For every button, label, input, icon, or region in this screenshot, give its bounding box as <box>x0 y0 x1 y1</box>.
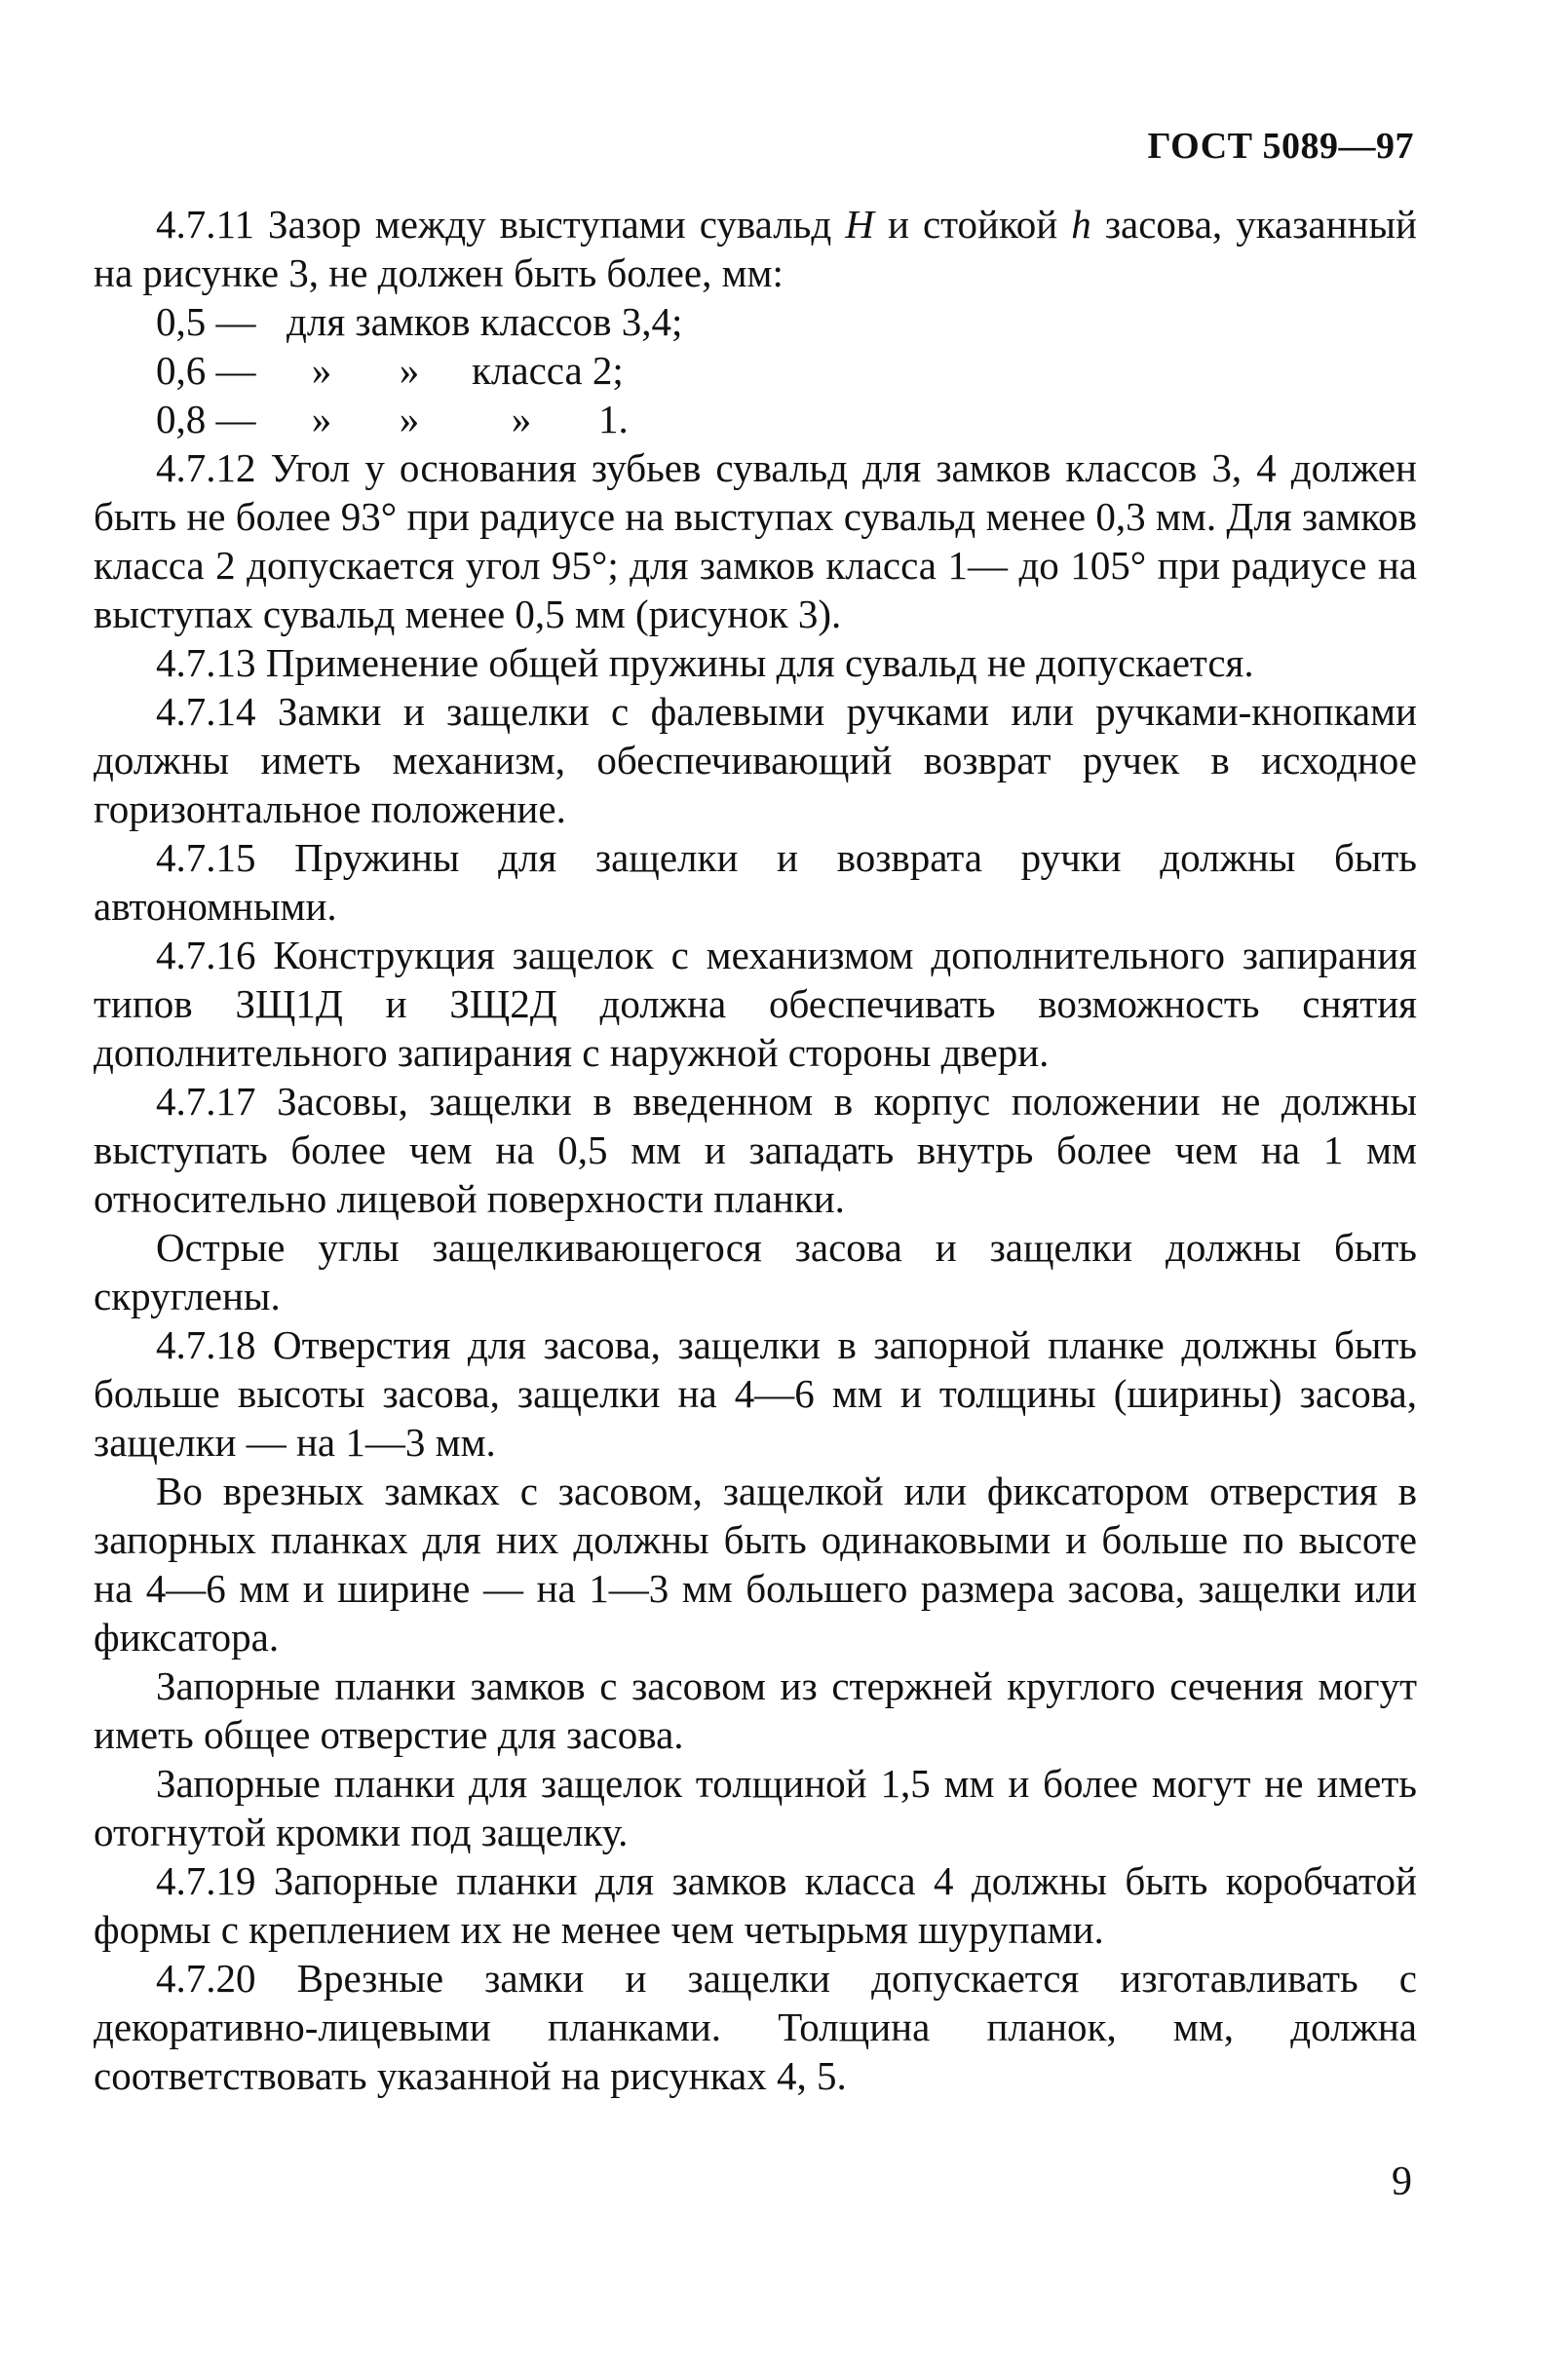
document-body <box>94 200 1417 2100</box>
clause-4-7-18-round-bolts: Запорные планки замков с засовом из стержней круглого сечения могут иметь общее отверстие для засова. <box>94 1663 1417 1757</box>
clause-4-7-16: 4.7.16 Конструкция защелок с механизмом дополнительного запирания типов ЗЩ1Д и ЗЩ2Д должна обеспечивать возможность снятия дополнительного запирания с наружной стороны двери. <box>94 933 1417 1075</box>
clause-4-7-18: 4.7.18 Отверстия для засова, защелки в запорной планке должны быть больше высоты засова, защелки на 4—6 мм и толщины (ширины) засова, защелки — на 1—3 мм. <box>94 1322 1417 1465</box>
clause-4-7-13: 4.7.13 Применение общей пружины для сувальд не допускается. <box>156 640 1254 685</box>
page-number: 9 <box>1392 2159 1412 2204</box>
clause-4-7-15: 4.7.15 Пружины для защелки и возврата ручки должны быть автономными. <box>94 835 1417 929</box>
clause-4-7-12: 4.7.12 Угол у основания зубьев сувальд для замков классов 3, 4 должен быть не более 93° при радиусе на выступах сувальд менее 0,3 мм. Для замков класса 2 допускается угол 95°; для замков класса 1— до 105° при радиусе на выступах сувальд менее 0,5 мм (рисунок 3). <box>94 445 1417 636</box>
clause-4-7-20: 4.7.20 Врезные замки и защелки допускается изготавливать с декоративно-лицевыми планками. Толщина планок, мм, должна соответствовать указанной на рисунках 4, 5. <box>94 1956 1417 2098</box>
clause-4-7-11: 4.7.11 Зазор между выступами сувальд H и стойкой h засова, указанный на рисунке 3, не должен быть более, мм: <box>94 202 1417 295</box>
list-item: 0,6 — » » класса 2; <box>156 348 624 393</box>
document-header: ГОСТ 5089—97 <box>1147 126 1414 167</box>
clearance-list <box>94 297 1417 443</box>
list-item: 0,8 — » » » 1. <box>156 397 629 441</box>
clause-4-7-18-latch-plates: Запорные планки для защелок толщиной 1,5 мм и более могут не иметь отогнутой кромки под защелку. <box>94 1761 1417 1854</box>
list-item: 0,5 — для замков классов 3,4; <box>156 299 683 344</box>
clause-4-7-18-mortise-locks: Во врезных замках с засовом, защелкой или фиксатором отверстия в запорных планках для них должны быть одинаковыми и больше по высоте на 4—6 мм и ширине — на 1—3 мм большего размера засова, защелки или фиксатора. <box>94 1469 1417 1660</box>
clause-4-7-17: 4.7.17 Засовы, защелки в введенном в корпус положении не должны выступать более чем на 0,5 мм и западать внутрь более чем на 1 мм относительно лицевой поверхности планки. <box>94 1079 1417 1221</box>
clause-4-7-14: 4.7.14 Замки и защелки с фалевыми ручками или ручками-кнопками должны иметь механизм, обеспечивающий возврат ручек в исходное горизонтальное положение. <box>94 689 1417 831</box>
clause-4-7-17-sharp-corners: Острые углы защелкивающегося засова и защелки должны быть скруглены. <box>94 1225 1417 1318</box>
clause-4-7-19: 4.7.19 Запорные планки для замков класса 4 должны быть коробчатой формы с креплением их не менее чем четырьмя шурупами. <box>94 1858 1417 1952</box>
